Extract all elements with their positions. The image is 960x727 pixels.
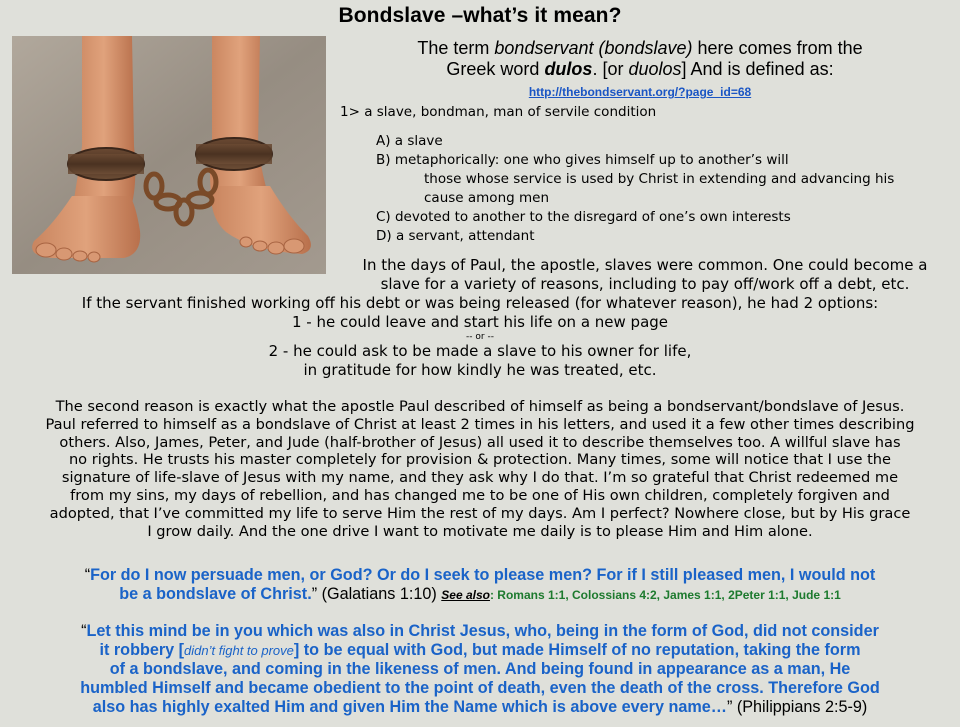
- quote-mark: “: [81, 622, 87, 640]
- quote-text: be a bondslave of Christ.: [119, 585, 312, 603]
- quote-text: ] to be equal with God, but made Himself of no reputation, taking the form: [293, 641, 861, 659]
- page-title: Bondslave –what’s it mean?: [338, 4, 622, 27]
- history-line: In the days of Paul, the apostle, slaves were common. One could become a: [362, 256, 928, 274]
- quote-mark: “: [84, 566, 91, 584]
- shackled-feet-photo: [12, 36, 326, 274]
- definition-b: B) metaphorically: one who gives himself up to another’s will: [376, 152, 789, 168]
- intro-text-part: ] And is defined as:: [681, 59, 834, 79]
- intro-text-part: Greek word: [446, 59, 545, 79]
- body-line: Paul referred to himself as a bondslave of Christ at least 2 times in his letters, and used it a few other times describing: [45, 415, 915, 433]
- greek-word-duolos: duolos: [628, 59, 682, 79]
- quote-text: For do I now persuade men, or God? Or do I seek to please men? For if I still pleased men, I would not: [90, 566, 876, 584]
- or-separator: -- or --: [466, 332, 494, 342]
- intro-text: [330, 38, 950, 103]
- quote-citation: ” (Philippians 2:5-9): [726, 698, 868, 716]
- option-one: 1 - he could leave and start his life on a new page: [291, 313, 669, 331]
- quote-text: Let this mind be in you which was also in Christ Jesus, who, being in the form of God, did not consider: [86, 622, 879, 640]
- intro-term: bondservant (bondslave): [494, 38, 693, 58]
- body-paragraph: [8, 398, 952, 540]
- quote-aside: didn’t fight to prove: [184, 643, 294, 658]
- definition-b-sub: those whose service is used by Christ in extending and advancing his: [424, 171, 895, 187]
- body-line: I grow daily. And the one drive I want to motivate me daily is to please Him and Him alone.: [147, 522, 813, 540]
- intro-text-part: The term: [417, 38, 495, 58]
- definition-main: 1> a slave, bondman, man of servile condition: [340, 104, 657, 120]
- greek-word-dulos: dulos: [544, 59, 593, 79]
- definitions-list: [340, 103, 940, 246]
- quote-text: humbled Himself and became obedient to the point of death, even the death of the cross. Therefore God: [80, 679, 880, 697]
- options-paragraph: [0, 294, 960, 380]
- body-line: adopted, that I’ve committed my life to serve Him the rest of my days. Am I perfect? Nowhere close, but by His grace: [49, 504, 911, 522]
- quote-text: it robbery [: [99, 641, 185, 659]
- philippians-quote: [8, 622, 952, 717]
- quote-citation: ” (Galatians 1:10): [311, 585, 442, 603]
- body-line: signature of life-slave of Jesus with my name, and they ask why I do that. I’m so grateful that Christ redeemed me: [61, 469, 899, 487]
- quote-text: of a bondslave, and coming in the likeness of men. And being found in appearance as a man, He: [109, 660, 851, 678]
- source-link[interactable]: http://thebondservant.org/?page_id=68: [528, 85, 752, 99]
- intro-text-part: here comes from the: [692, 38, 863, 58]
- body-line: from my sins, my days of rebellion, and has changed me to be one of His own children, completely forgiven and: [70, 486, 890, 504]
- body-line: no rights. He trusts his master completely for provision & protection. Many times, some will notice that I use the: [68, 451, 892, 469]
- history-line: If the servant finished working off his debt or was being released (for whatever reason), he had 2 options:: [81, 294, 879, 312]
- definition-d: D) a servant, attendant: [376, 228, 535, 244]
- definition-c: C) devoted to another to the disregard of one’s own interests: [376, 209, 791, 225]
- definition-b-sub: cause among men: [424, 190, 549, 206]
- quote-text: also has highly exalted Him and given Him the Name which is above every name…: [92, 698, 727, 716]
- body-line: The second reason is exactly what the apostle Paul described of himself as being a bondservant/bondslave of Jesus.: [55, 398, 905, 415]
- definition-a: A) a slave: [376, 133, 443, 149]
- option-two: 2 - he could ask to be made a slave to his owner for life,: [268, 342, 692, 360]
- see-also-label: See also: [441, 588, 490, 602]
- galatians-quote: [8, 566, 952, 605]
- option-two-cont: in gratitude for how kindly he was treated, etc.: [303, 361, 657, 379]
- see-also-refs: : Romans 1:1, Colossians 4:2, James 1:1, 2Peter 1:1, Jude 1:1: [489, 588, 841, 602]
- intro-text-part: . [or: [592, 59, 629, 79]
- body-line: others. Also, James, Peter, and Jude (half-brother of Jesus) all used it to describe themselves too. A willful slave has: [59, 433, 901, 451]
- history-paragraph: [330, 256, 960, 294]
- history-line: slave for a variety of reasons, including to pay off/work off a debt, etc.: [380, 275, 910, 293]
